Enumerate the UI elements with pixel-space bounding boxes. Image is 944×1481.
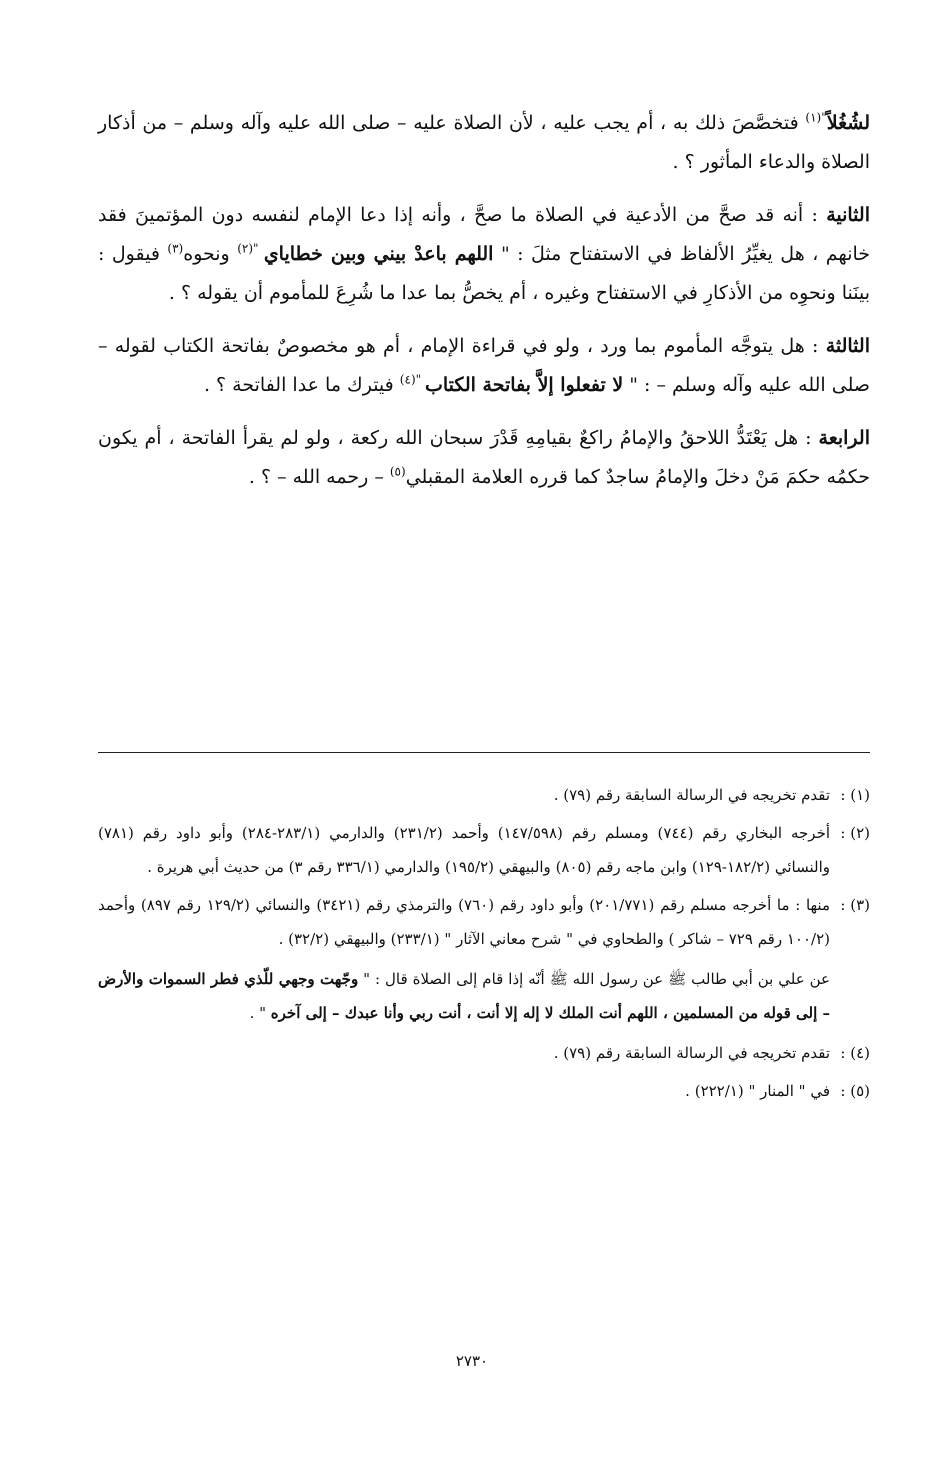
footnote-number: (٥) : — [840, 1082, 870, 1100]
footnote-text: منها : ما أخرجه مسلم رقم (٢٠١/٧٧١) وأبو داود رقم (٧٦٠) والترمذي رقم (٣٤٢١) والنسائي (١٢٩/٢ رقم ٨٩٧) وأحمد (١٠٠/٢ رقم ٧٢٩ – شاكر ) والطحاوي في " شرح معاني الآثار " (٢٣٣/١) والبيهقي (٣٢/٢) . — [98, 896, 830, 948]
footnote-ref-2: "(٢) — [237, 241, 264, 256]
page-number: ٢٧٣٠ — [455, 1352, 489, 1370]
paragraph-1-lead: لشُغُلاً — [826, 112, 870, 134]
paragraph-2-text-2: ونحوه — [183, 243, 238, 265]
footnote-text: تقدم تخريجه في الرسالة السابقة رقم (٧٩) . — [553, 1044, 830, 1062]
footnote-number: (٤) : — [840, 1044, 870, 1062]
hadith-end: " . — [249, 1004, 271, 1022]
footnote-text: تقدم تخريجه في الرسالة السابقة رقم (٧٩) . — [553, 786, 830, 804]
hadith-quote: وجّهت وجهي للّذي فطر السموات والأرض – إلى قوله من المسلمين ، اللهم أنت الملك لا إله إلا أنت ، أنت ربي وأنا عبدك – إلى آخره — [98, 970, 830, 1022]
footnote-5 — [98, 1074, 870, 1108]
paragraph-2-text-3: فيقول : بينَنا ونحوِه من الأذكارِ في الاستفتاح وغيره ، أم يخصُّ بما عدا ما شُرِعَ للمأموم أن يقوله ؟ . — [98, 243, 870, 304]
main-text — [98, 104, 870, 511]
footnote-4 — [98, 1036, 870, 1070]
footnote-1 — [98, 778, 870, 812]
footnote-2 — [98, 816, 870, 884]
paragraph-3-lead: الثالثة — [825, 335, 870, 357]
hadith-intro: عن علي بن أبي طالب ﷺ عن رسول الله ﷺ أنّه إذا قام إلى الصلاة قال : " — [358, 970, 830, 988]
paragraph-4-text-2: – رحمه الله – ؟ . — [248, 466, 390, 488]
paragraph-4-text-1: : هل يَعْتَدُّ اللاحقُ والإمامُ راكعٌ بقيامِهِ قَدْرَ سبحان الله ركعة ، ولو لم يقرأ الفاتحة ، أم يكون حكمُه حكمَ مَنْ دخلَ والإمامُ ساجدٌ كما قرره العلامة المقبلي — [98, 427, 870, 488]
footnote-3-hadith — [98, 962, 870, 1030]
paragraph-3-quote: لا تفعلوا إلاَّ بفاتحة الكتاب — [424, 374, 624, 396]
footnote-ref-4: "(٤) — [399, 372, 425, 387]
paragraph-1-text: فتخصَّصَ ذلك به ، أم يجب عليه ، لأن الصلاة عليه – صلى الله عليه وآله وسلم – من أذكار الصلاة والدعاء المأثور ؟ . — [98, 112, 870, 173]
footnote-number: (١) : — [840, 786, 870, 804]
footnote-ref-5: (٥) — [389, 464, 406, 479]
footnote-divider — [98, 752, 870, 753]
footnote-number: (٢) : — [840, 824, 870, 842]
paragraph-2-quote: اللهم باعدْ بيني وبين خطاياي — [263, 243, 494, 265]
paragraph-4 — [98, 419, 870, 497]
paragraph-2 — [98, 196, 870, 313]
paragraph-3 — [98, 327, 870, 405]
paragraph-2-lead: الثانية — [826, 204, 870, 226]
footnotes — [98, 778, 870, 1112]
footnote-3 — [98, 888, 870, 956]
footnote-number: (٣) : — [840, 896, 870, 914]
footnote-ref-1: "(١) — [805, 110, 827, 125]
paragraph-2-text-1: : أنه قد صحَّ من الأدعية في الصلاة ما صحَّ ، وأنه إذا دعا الإمام لنفسه دون المؤتمينَ فقد خانهم ، هل يغيِّرُ الألفاظ في الاستفتاح مثلَ : " — [98, 204, 871, 265]
footnote-text: أخرجه البخاري رقم (٧٤٤) ومسلم رقم (١٤٧/٥٩٨) وأحمد (٢٣١/٢) والدارمي (٢٨٣/١-٢٨٤) وأبو داود رقم (٧٨١) والنسائي (١٨٢/٢-١٢٩) وابن ماجه رقم (٨٠٥) والبيهقي (١٩٥/٢) والدارمي (٣٣٦/١ رقم ٣) من حديث أبي هريرة . — [98, 824, 831, 876]
paragraph-1 — [98, 104, 870, 182]
paragraph-3-text-2: فيترك ما عدا الفاتحة ؟ . — [203, 374, 400, 396]
footnote-text: في " المنار " (٢٢٢/١) . — [685, 1082, 830, 1100]
paragraph-4-lead: الرابعة — [818, 427, 870, 449]
paragraph-3-text-1: : هل يتوجَّه المأموم بما ورد ، ولو في قراءة الإمام ، أم هو مخصوصٌ بفاتحة الكتاب لقوله – صلى الله عليه وآله وسلم – : " — [98, 335, 870, 396]
footnote-ref-3: (٣) — [167, 241, 184, 256]
